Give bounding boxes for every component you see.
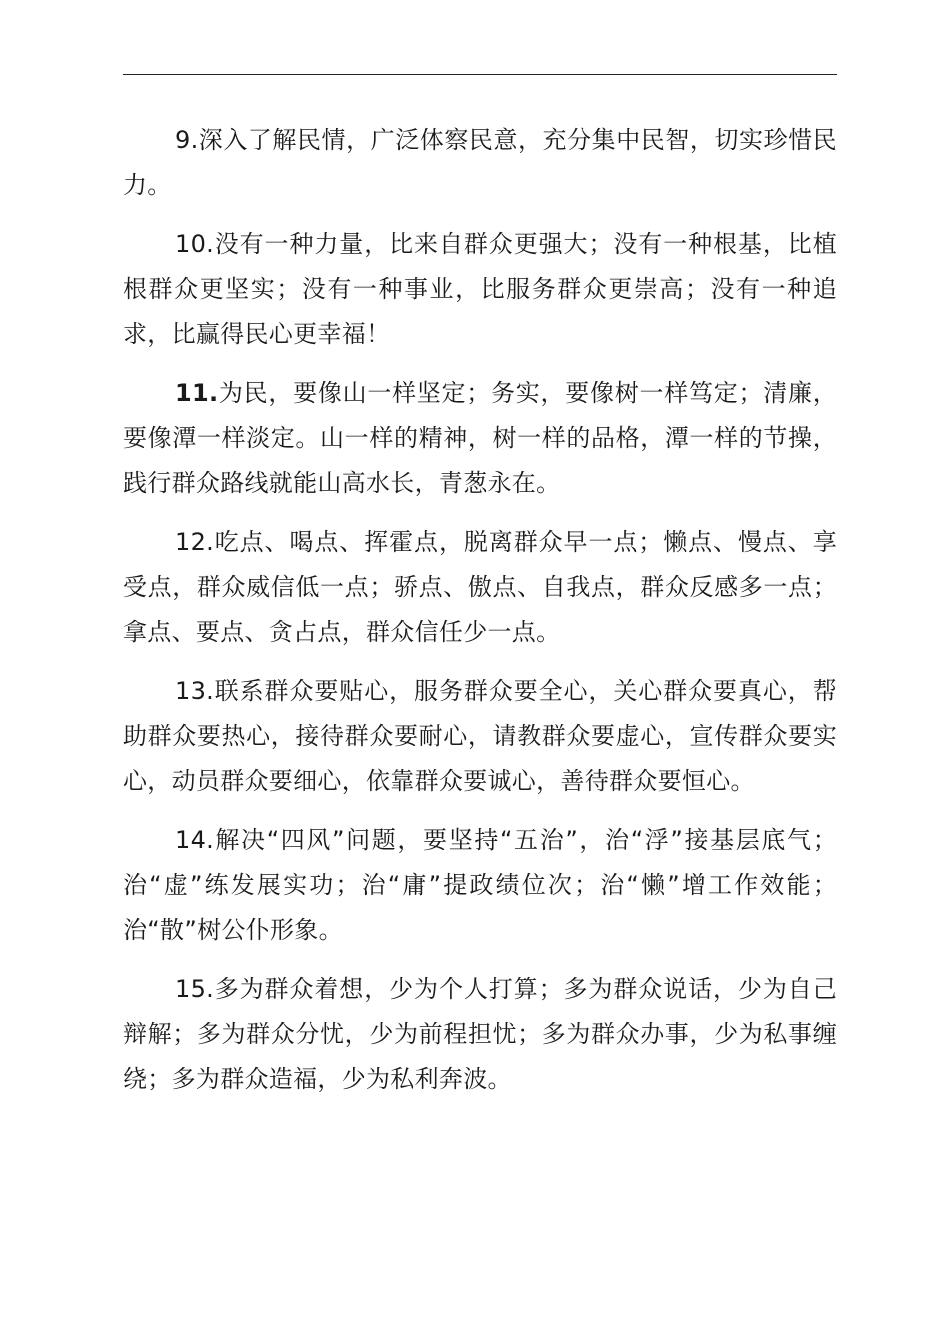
item-text: 解决“四风”问题，要坚持“五治”，治“浮”接基层底气；治“虚”练发展实功；治“庸”提政绩位次；治“懒”增工作效能；治“散”树公仆形象。 — [123, 826, 837, 944]
item-number: 13. — [175, 677, 215, 705]
item-number: 15. — [175, 975, 215, 1003]
item-number: 9. — [175, 126, 199, 154]
item-number: 11. — [175, 379, 219, 407]
list-item-14 — [123, 818, 837, 953]
item-number: 12. — [175, 528, 215, 556]
item-text: 没有一种力量，比来自群众更强大；没有一种根基，比植根群众更坚实；没有一种事业，比服务群众更崇高；没有一种追求，比赢得民心更幸福！ — [123, 230, 837, 348]
list-item-9 — [123, 118, 837, 208]
item-text: 吃点、喝点、挥霍点，脱离群众早一点；懒点、慢点、享受点，群众威信低一点；骄点、傲点、自我点，群众反感多一点；拿点、要点、贪占点，群众信任少一点。 — [123, 528, 837, 646]
document-body — [123, 118, 837, 1116]
item-text: 联系群众要贴心，服务群众要全心，关心群众要真心，帮助群众要热心，接待群众要耐心，请教群众要虚心，宣传群众要实心，动员群众要细心，依靠群众要诚心，善待群众要恒心。 — [123, 677, 837, 795]
list-item-15 — [123, 967, 837, 1102]
header-rule — [123, 74, 837, 75]
item-number: 10. — [175, 230, 215, 258]
list-item-13 — [123, 669, 837, 804]
list-item-12 — [123, 520, 837, 655]
list-item-10 — [123, 222, 837, 357]
list-item-11 — [123, 371, 837, 506]
item-text: 深入了解民情，广泛体察民意，充分集中民智，切实珍惜民力。 — [123, 126, 837, 199]
item-text: 多为群众着想，少为个人打算；多为群众说话，少为自己辩解；多为群众分忧，少为前程担忧；多为群众办事，少为私事缠绕；多为群众造福，少为私利奔波。 — [123, 975, 837, 1093]
item-text: 为民，要像山一样坚定；务实，要像树一样笃定；清廉，要像潭一样淡定。山一样的精神，树一样的品格，潭一样的节操，践行群众路线就能山高水长，青葱永在。 — [123, 379, 837, 497]
item-number: 14. — [175, 826, 215, 854]
